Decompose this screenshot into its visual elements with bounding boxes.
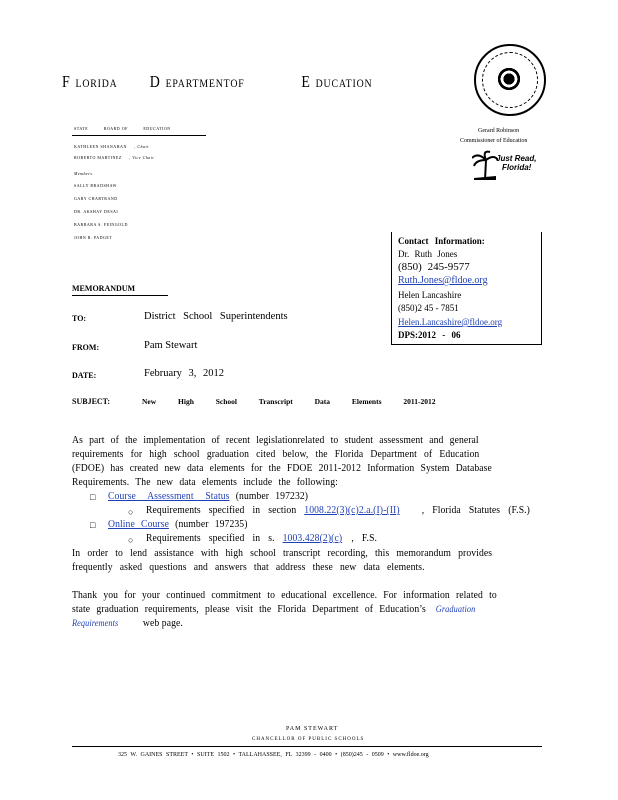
contact-email-2-link[interactable]: Helen.Lancashire@fldoe.org — [398, 317, 503, 327]
chair-role: , Chair — [134, 144, 150, 149]
title-ducation: DUCATION — [315, 76, 373, 90]
bullet-2-sub — [146, 533, 377, 544]
bullet-2-sub-suffix: , F.S. — [351, 533, 378, 544]
chair-name: KATHLEEN SHANAHAN — [74, 144, 127, 149]
bullet-1 — [108, 491, 308, 502]
commissioner-name: Gerard Robinson — [478, 128, 520, 134]
paragraph-3-line-2 — [72, 604, 475, 615]
contact-heading: Contact Information: — [398, 236, 485, 246]
just-read-florida-logo — [472, 150, 542, 184]
bullet-2-sub-text: Requirements specified in s. — [146, 533, 275, 544]
paragraph-3-line-1: Thank you for your continued commitment to educational excellence. For information related to — [72, 590, 497, 601]
bullet-square-icon: □ — [90, 520, 96, 530]
board-member: GARY CHARTRAND — [74, 196, 118, 201]
board-member: DR. AKSHAY DESAI — [74, 209, 119, 214]
paragraph-1-line-4: Requirements. The new data elements include the following: — [72, 477, 338, 488]
page-title — [62, 72, 439, 92]
contact-email-1-link[interactable]: Ruth.Jones@fldoe.org — [398, 275, 488, 286]
members-label: Members — [74, 171, 93, 176]
bullet-1-sub-text: Requirements specified in section — [146, 505, 297, 516]
course-assessment-status-link[interactable]: Course Assessment Status — [108, 491, 230, 502]
bullet-1-sub-suffix: , Florida Statutes (F.S.) — [421, 505, 530, 516]
bullet-1-sub — [146, 505, 530, 516]
subject-value: New High School Transcript Data Elements 2011-2012 — [142, 397, 436, 406]
statute-1008-22-link[interactable]: 1008.22(3)(c)2.a.(I)-(II) — [304, 505, 400, 516]
vice-chair-name: ROBERTO MARTINEZ — [74, 155, 122, 160]
circle-bullet-icon: ○ — [128, 535, 134, 545]
from-label: FROM: — [72, 343, 100, 352]
commissioner-title: Commissioner of Education — [460, 138, 528, 144]
dps-number: DPS:2012 - 06 — [398, 330, 461, 340]
paragraph-1-line-3: (FDOE) has created new data elements for the FDOE 2011-2012 Information System Database — [72, 463, 492, 474]
bullet-2-number: (number 197235) — [175, 519, 248, 530]
board-label — [74, 126, 171, 131]
paragraph-2-line-2: frequently asked questions and answers that address these new data elements. — [72, 562, 425, 573]
footer-name: PAM STEWART — [286, 726, 339, 732]
paragraph-3-line-3 — [72, 618, 183, 629]
bullet-2 — [108, 519, 248, 530]
seal-center — [496, 66, 522, 92]
board-chair — [74, 144, 149, 149]
footer-address: 325 W. GAINES STREET • SUITE 1502 • TALLAHASSEE, FL 32399 - 0400 • (850)245 - 0509 • www.fldoe.org — [118, 752, 429, 758]
contact-box-right — [541, 232, 542, 344]
contact-phone-1: (850) 245-9577 — [398, 261, 470, 273]
title-of: OF — [230, 76, 245, 90]
date-label: DATE: — [72, 371, 97, 380]
to-value: District School Superintendents — [144, 311, 288, 322]
online-course-link[interactable]: Online Course — [108, 519, 169, 530]
vice-chair-role: , Vice Chair — [129, 155, 155, 160]
board-divider — [72, 135, 206, 136]
graduation-requirements-link-part1[interactable]: Graduation — [435, 604, 476, 614]
subject-label: SUBJECT: — [72, 397, 111, 406]
board-member: SALLY BRADSHAW — [74, 183, 117, 188]
paragraph-1-line-1: As part of the implementation of recent legislationrelated to student assessment and general — [72, 435, 479, 446]
title-epartment: EPARTMENT — [165, 76, 231, 90]
title-f: F — [62, 72, 71, 91]
board-member: JOHN R. PADGET — [74, 235, 113, 240]
footer-title: CHANCELLOR OF PUBLIC SCHOOLS — [252, 737, 365, 742]
bullet-square-icon: □ — [90, 492, 96, 502]
palm-tree-icon — [472, 150, 498, 180]
circle-bullet-icon: ○ — [128, 507, 134, 517]
to-label: TO: — [72, 314, 87, 323]
graduation-requirements-link-part2[interactable]: Requirements — [72, 618, 119, 628]
paragraph-1-line-2: requirements for high school graduation cited below, the Florida Department of Education — [72, 449, 480, 460]
board-label-boardof: BOARD OF — [103, 126, 128, 131]
from-value: Pam Stewart — [144, 340, 198, 351]
title-lorida: LORIDA — [75, 76, 118, 90]
title-d: D — [149, 72, 161, 91]
contact-person-2: Helen Lancashire — [398, 290, 462, 300]
paragraph-2-line-1: In order to lend assistance with high school transcript recording, this memorandum provides — [72, 548, 493, 559]
board-label-education: EDUCATION — [143, 126, 171, 131]
memorandum-label: MEMORANDUM — [72, 284, 136, 293]
board-vice-chair — [74, 155, 154, 160]
footer-divider — [72, 746, 542, 747]
paragraph-3-line-2-text: state graduation requirements, please visit the Florida Department of Education’s — [72, 604, 426, 615]
slogan-line1: Just Read, — [496, 154, 537, 163]
paragraph-3-web-page: web page. — [142, 618, 183, 629]
slogan-line2: Florida! — [502, 163, 532, 172]
state-seal — [474, 44, 546, 116]
board-label-state: STATE — [74, 126, 89, 131]
bullet-1-number: (number 197232) — [235, 491, 309, 502]
contact-phone-2: (850)2 45 - 7851 — [398, 303, 459, 313]
title-e: E — [301, 72, 311, 91]
statute-1003-428-link[interactable]: 1003.428(2)(c) — [282, 533, 343, 544]
contact-box-left — [391, 232, 392, 344]
date-value: February 3, 2012 — [144, 368, 225, 379]
memorandum-underline — [72, 295, 168, 296]
contact-box-bottom — [391, 344, 542, 345]
contact-person-1: Dr. Ruth Jones — [398, 249, 458, 259]
board-member: BARBARA S. FEINGOLD — [74, 222, 128, 227]
